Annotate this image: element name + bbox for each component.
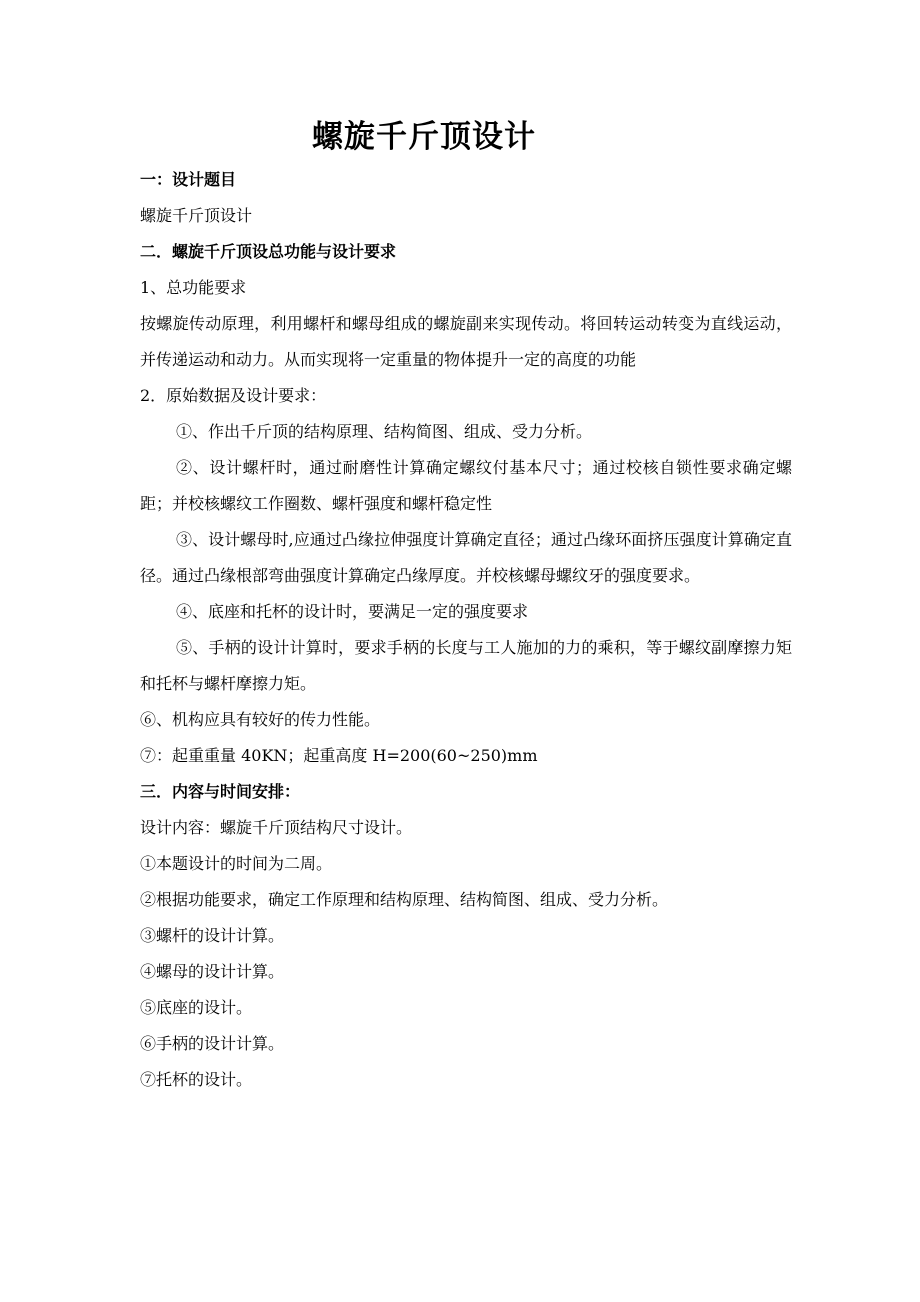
document-body xyxy=(140,162,792,1098)
schedule-item-1: ①本题设计的时间为二周。 xyxy=(140,854,333,873)
schedule-item-7: ⑦托杯的设计。 xyxy=(140,1070,253,1089)
section2-sub1-text: 按螺旋传动原理，利用螺杆和螺母组成的螺旋副来实现传动。将回转运动转变为直线运动，并传递运动和动力。从而实现将一定重量的物体提升一定的高度的功能 xyxy=(140,314,792,369)
requirement-item-4: ④、底座和托杯的设计时，要满足一定的强度要求 xyxy=(176,602,529,621)
schedule-item-2: ②根据功能要求，确定工作原理和结构原理、结构简图、组成、受力分析。 xyxy=(140,890,669,909)
schedule-item-6: ⑥手柄的设计计算。 xyxy=(140,1034,285,1053)
schedule-item-5: ⑤底座的设计。 xyxy=(140,998,253,1017)
section3-intro: 设计内容：螺旋千斤顶结构尺寸设计。 xyxy=(140,818,413,837)
section3-heading: 三．内容与时间安排： xyxy=(140,782,301,801)
requirement-item-3: ③、设计螺母时,应通过凸缘拉伸强度计算确定直径；通过凸缘环面挤压强度计算确定直径。通过凸缘根部弯曲强度计算确定凸缘厚度。并校核螺母螺纹牙的强度要求。 xyxy=(140,530,792,585)
schedule-item-4: ④螺母的设计计算。 xyxy=(140,962,285,981)
requirement-item-1: ①、作出千斤顶的结构原理、结构简图、组成、受力分析。 xyxy=(176,422,593,441)
section2-sub2-heading: 2．原始数据及设计要求： xyxy=(140,386,327,405)
requirement-item-6: ⑥、机构应具有较好的传力性能。 xyxy=(140,710,381,729)
section2-sub1-heading: 1、总功能要求 xyxy=(140,278,247,297)
requirement-item-7: ⑦：起重重量 40KN；起重高度 H=200(60~250)mm xyxy=(140,746,538,765)
section1-text: 螺旋千斤顶设计 xyxy=(140,206,253,225)
section2-heading: 二．螺旋千斤顶设总功能与设计要求 xyxy=(140,242,397,261)
document-title: 螺旋千斤顶设计 xyxy=(312,119,536,155)
section1-heading: 一：设计题目 xyxy=(140,170,237,189)
requirement-item-2: ②、设计螺杆时，通过耐磨性计算确定螺纹付基本尺寸；通过校核自锁性要求确定螺距；并校核螺纹工作圈数、螺杆强度和螺杆稳定性 xyxy=(140,458,792,513)
schedule-item-3: ③螺杆的设计计算。 xyxy=(140,926,285,945)
requirement-item-5: ⑤、手柄的设计计算时，要求手柄的长度与工人施加的力的乘积，等于螺纹副摩擦力矩和托杯与螺杆摩擦力矩。 xyxy=(140,638,792,693)
